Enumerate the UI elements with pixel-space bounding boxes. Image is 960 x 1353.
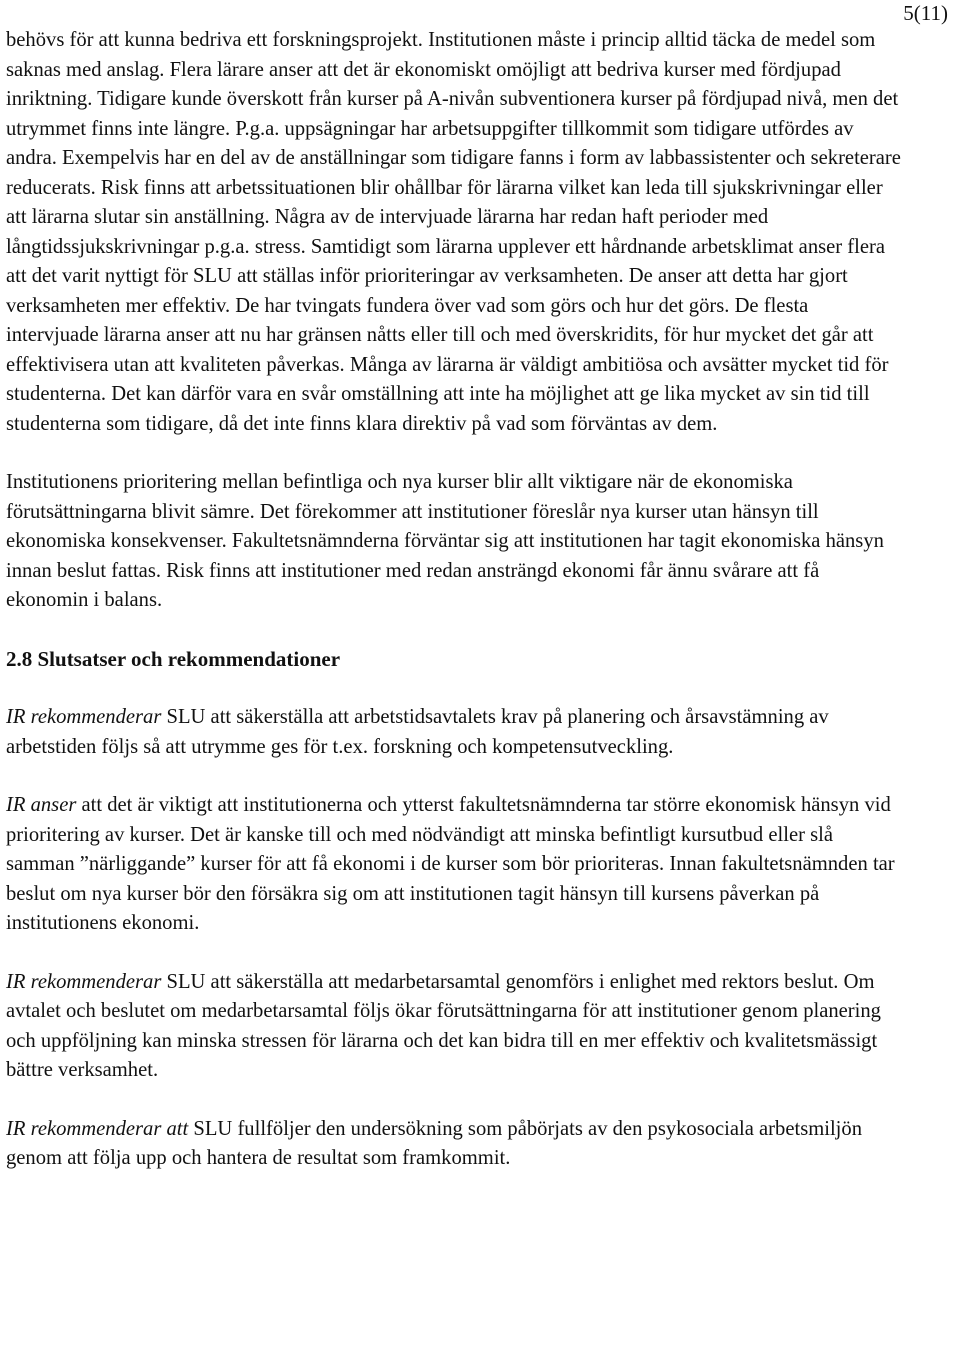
recommendation-text: SLU fullföljer den undersökning som påbörjats av den psykosociala arbetsmiljön genom att följa upp och hantera de resultat som framkommit. [6, 1117, 862, 1169]
recommendation-text: SLU att säkerställa att arbetstidsavtalets krav på planering och årsavstämning av arbetstiden följs så att utrymme ges för t.ex. forskning och kompetensutveckling. [6, 706, 829, 758]
recommendation-text: SLU att säkerställa att medarbetarsamtal genomförs i enlighet med rektors beslut. Om avtalet och beslutet om medarbetarsamtal följs ökar förutsättningarna för att institutioner genom planering och uppföljning kan minska stressen för lärarna och det kan bidra till en mer effektiv och kvalitetsmässigt bättre verksamhet. [6, 970, 881, 1081]
recommendation-paragraph [6, 791, 906, 939]
document-body [6, 26, 906, 1174]
body-paragraph-prioritization: Institutionens prioritering mellan befintliga och nya kurser blir allt viktigare när de ekonomiska förutsättningarna blivit sämre. Det förekommer att institutioner föreslår nya kurser utan hänsyn till ekonomiska konsekvenser. Fakultetsnämnderna förväntar sig att institutionen har tagit ekonomiska hänsyn innan beslut fattas. Risk finns att institutioner med redan ansträngd ekonomi får ännu svårare att få ekonomin i balans. [6, 471, 884, 611]
recommendation-paragraph [6, 1115, 906, 1174]
recommendation-lead: IR rekommenderar [6, 706, 162, 728]
page-number: 5(11) [903, 1, 948, 25]
recommendation-lead: IR rekommenderar att [6, 1117, 189, 1140]
recommendation-paragraph [6, 703, 906, 762]
body-paragraph-workload: behövs för att kunna bedriva ett forskningsprojekt. Institutionen måste i princip alltid täcka de medel som saknas med anslag. Flera lärare anser att det är ekonomiskt omöjligt att bedriva kurser med fördjupad inriktning. Tidigare kunde överskott från kurser på A-nivån subventionera kurser på fördjupad nivå, men det utrymmet finns inte längre. P.g.a. uppsägningar har arbetsuppgifter tillkommit som tidigare utfördes av andra. Exempelvis har en del av de anställningar som tidigare fanns i form av labbassistenter och sekreterare reducerats. Risk finns att arbetssituationen blir ohållbar för lärarna vilket kan leda till sjukskrivningar eller att lärarna slutar sin anställning. Några av de intervjuade lärarna har redan haft perioder med långtidssjukskrivningar p.g.a. stress. Samtidigt som lärarna upplever ett hårdnande arbetsklimat anser flera att det varit nyttigt för SLU att ställas inför prioriteringar av verksamheten. De anser att detta har gjort verksamheten mer effektiv. De har tvingats fundera över vad som görs och hur det görs. De flesta intervjuade lärarna anser att nu har gränsen nåtts eller till och med överskridits, för hur mycket det går att effektivisera utan att kvaliteten påverkas. Många av lärarna är väldigt ambitiösa och avsätter mycket tid för studenterna. Det kan därför vara en svår omställning att inte ha möjlighet att ge lika mycket av sin tid till studenterna som tidigare, då det inte finns klara direktiv på vad som förväntas av dem. [6, 29, 901, 435]
recommendation-text: att det är viktigt att institutionerna och ytterst fakultetsnämnderna tar större ekonomisk hänsyn vid prioritering av kurser. Det är kanske till och med nödvändigt att minska befintligt kursutbud eller slå samman ”närliggande” kurser för att få ekonomi i de kurser som bör prioriteras. Innan fakultetsnämnden tar beslut om nya kurser bör den försäkra sig om att institutionen tagit hänsyn till kursens påverkan på institutionens ekonomi. [6, 794, 895, 934]
recommendation-lead: IR anser [6, 794, 77, 816]
section-heading: 2.8 Slutsatser och rekommendationer [6, 646, 341, 671]
recommendation-lead: IR rekommenderar [6, 970, 162, 993]
recommendation-paragraph [6, 968, 906, 1086]
